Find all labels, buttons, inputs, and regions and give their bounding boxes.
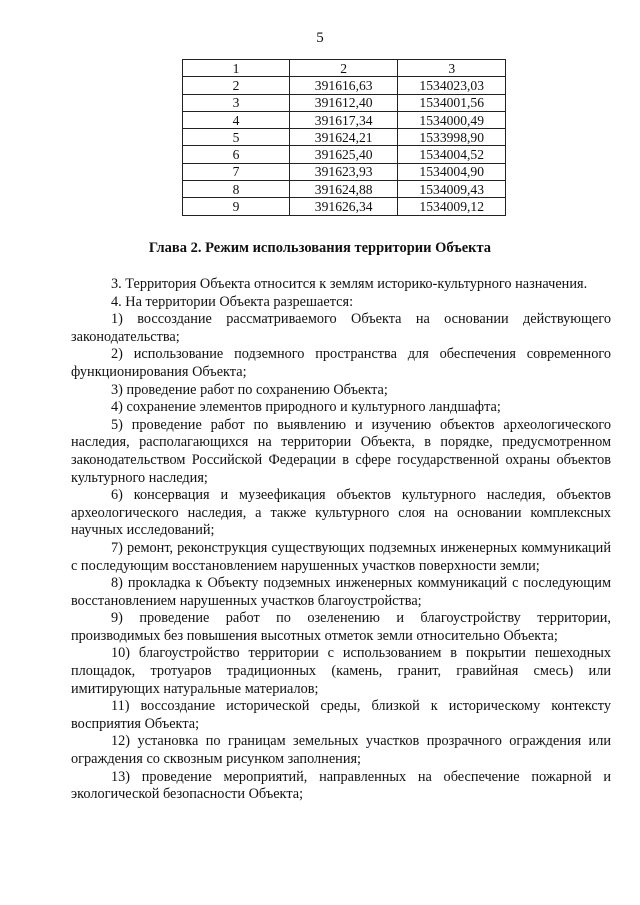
list-item: 7) ремонт, реконструкция существующих подземных инженерных коммуникаций с последующим восстановлением нарушенных участков поверхности земли; <box>71 539 611 574</box>
table-cell: 1534023,03 <box>398 77 506 94</box>
table-row <box>183 146 506 163</box>
table-cell: 391626,34 <box>289 198 397 215</box>
list-item: 12) установка по границам земельных участков прозрачного ограждения или ограждения со сквозным рисунком заполнения; <box>71 733 611 768</box>
list-item: 10) благоустройство территории с использованием в покрытии пешеходных площадок, тротуаров традиционных (камень, гранит, гравийная смесь) или имитирующих натуральные материалов; <box>71 645 611 697</box>
table-row <box>183 111 506 128</box>
page-number: 5 <box>316 30 324 46</box>
table-cell: 391616,63 <box>289 77 397 94</box>
table-header-cell: 3 <box>398 60 506 77</box>
table-row <box>183 181 506 198</box>
list-item: 8) прокладка к Объекту подземных инженерных коммуникаций с последующим восстановлением нарушенных участков благоустройства; <box>71 575 611 609</box>
table-cell: 5 <box>183 129 290 146</box>
chapter-title: Глава 2. Режим использования территории Объекта <box>148 240 492 256</box>
table-cell: 391617,34 <box>289 111 397 128</box>
table-header-cell: 2 <box>289 60 397 77</box>
table-cell: 8 <box>183 181 290 198</box>
table-cell: 1534000,49 <box>398 111 506 128</box>
table-cell: 9 <box>183 198 290 215</box>
table-cell: 391623,93 <box>289 163 397 180</box>
list-item: 5) проведение работ по выявлению и изучению объектов археологического наследия, располагающихся на территории Объекта, в порядке, предусмотренном законодательством Российской Федерации в сфере государственной охраны объектов культурного наследия; <box>71 416 611 486</box>
table-cell: 2 <box>183 77 290 94</box>
list-item: 13) проведение мероприятий, направленных на обеспечение пожарной и экологической безопасности Объекта; <box>71 768 611 803</box>
list-item: 2) использование подземного пространства для обеспечения современного функционирования Объекта; <box>71 346 611 380</box>
list-item: 3) проведение работ по сохранению Объекта; <box>111 381 388 398</box>
table-cell: 6 <box>183 146 290 163</box>
table-cell: 391625,40 <box>289 146 397 163</box>
list-item: 1) воссоздание рассматриваемого Объекта на основании действующего законодательства; <box>71 311 611 345</box>
paragraph: 4. На территории Объекта разрешается: <box>111 293 354 310</box>
table-cell: 1534009,43 <box>398 181 506 198</box>
table-row <box>183 163 506 180</box>
table-cell: 4 <box>183 111 290 128</box>
list-item: 6) консервация и музеефикация объектов культурного наследия, объектов археологического наследия, а также культурного слоя на основании комплексных научных исследований; <box>71 487 611 539</box>
list-item: 11) воссоздание исторической среды, близкой к историческому контексту восприятия Объекта; <box>71 698 611 732</box>
table-cell: 1534004,52 <box>398 146 506 163</box>
table-row <box>183 198 506 215</box>
coordinates-table <box>182 59 506 216</box>
list-item: 9) проведение работ по озеленению и благоустройству территории, производимых без повышения высотных отметок земли относительно Объекта; <box>71 610 611 644</box>
table-header-row <box>183 60 506 77</box>
table-row <box>183 94 506 111</box>
table-cell: 391612,40 <box>289 94 397 111</box>
table-row <box>183 129 506 146</box>
table-cell: 1534001,56 <box>398 94 506 111</box>
table-cell: 3 <box>183 94 290 111</box>
table-cell: 1534009,12 <box>398 198 506 215</box>
paragraph: 3. Территория Объекта относится к землям историко-культурного назначения. <box>111 276 588 292</box>
table-row <box>183 77 506 94</box>
table-header-cell: 1 <box>183 60 290 77</box>
table-cell: 7 <box>183 163 290 180</box>
table-cell: 1534004,90 <box>398 163 506 180</box>
list-item: 4) сохранение элементов природного и культурного ландшафта; <box>111 399 501 416</box>
table-cell: 391624,88 <box>289 181 397 198</box>
table-cell: 1533998,90 <box>398 129 506 146</box>
table-cell: 391624,21 <box>289 129 397 146</box>
document-body <box>71 276 611 804</box>
